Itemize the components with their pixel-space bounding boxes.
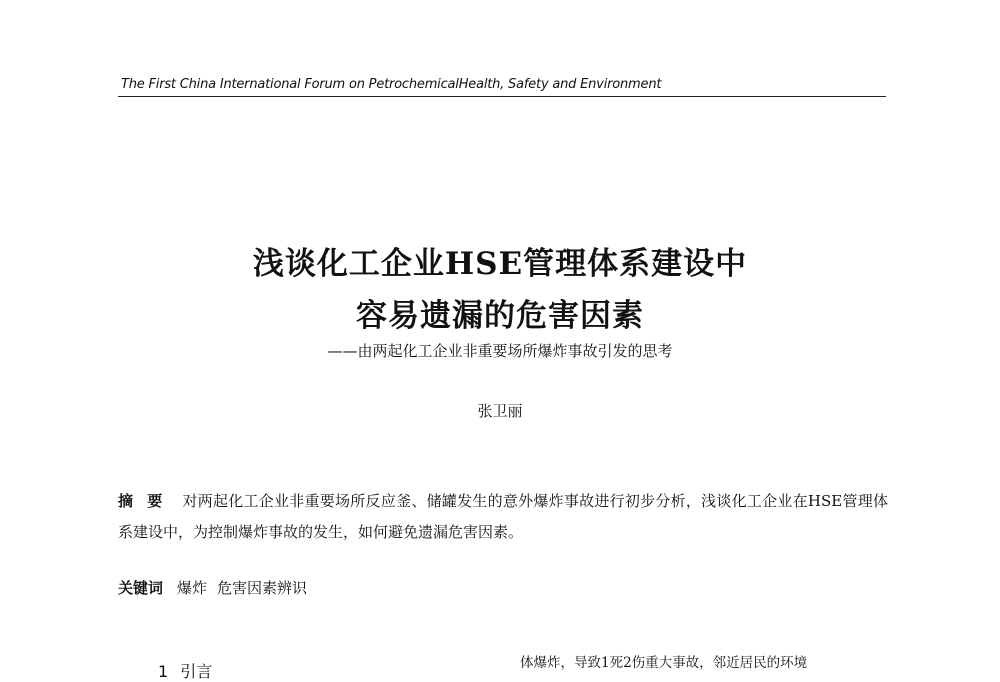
running-header: The First China International Forum on PetrochemicalHealth, Safety and Environment bbox=[121, 77, 662, 92]
author-name: 张卫丽 bbox=[477, 402, 523, 420]
keyword-item: 危害因素辨识 bbox=[217, 579, 308, 597]
section-number: 1 bbox=[158, 662, 169, 681]
abstract-label: 摘要 bbox=[118, 492, 177, 510]
paper-title-line-1: 浅谈化工企业HSE管理体系建设中 bbox=[252, 246, 748, 282]
keyword-item: 爆炸 bbox=[177, 579, 208, 597]
header-rule bbox=[118, 96, 886, 97]
paper-title-line-2: 容易遗漏的危害因素 bbox=[356, 298, 644, 334]
paper-subtitle: ——由两起化工企业非重要场所爆炸事故引发的思考 bbox=[327, 342, 673, 360]
abstract-text: 对两起化工企业非重要场所反应釜、储罐发生的意外爆炸事故进行初步分析，浅谈化工企业在HSE管理体系建设中，为控制爆炸事故的发生，如何避免遗漏危害因素。 bbox=[118, 492, 888, 541]
keywords-block bbox=[118, 577, 317, 598]
section-heading bbox=[158, 659, 212, 682]
abstract-block bbox=[118, 486, 888, 548]
keywords-label: 关键词 bbox=[118, 579, 164, 597]
section-title: 引言 bbox=[180, 662, 213, 681]
right-column-text: 体爆炸，导致1死2伤重大事故，邻近居民的环境 bbox=[520, 655, 808, 671]
